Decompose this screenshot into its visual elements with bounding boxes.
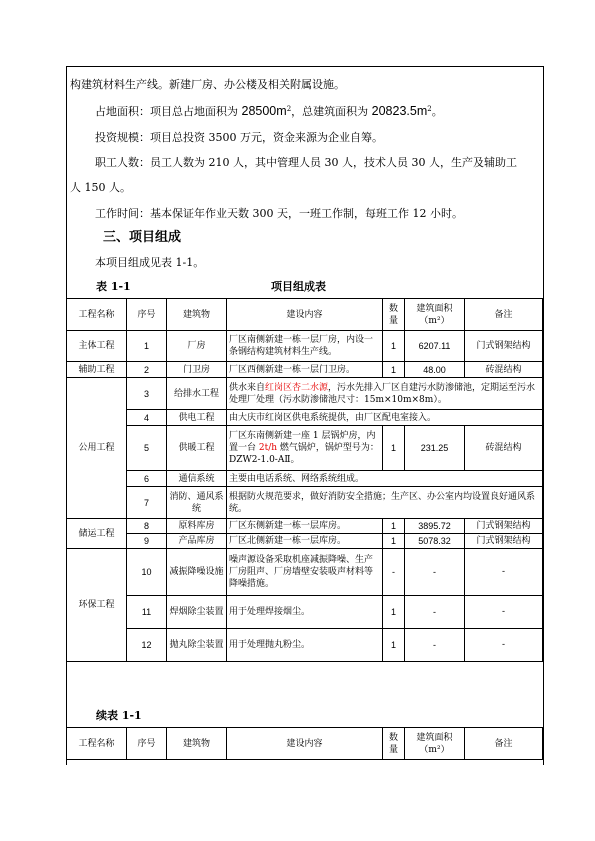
row-no: 4 [127, 410, 167, 426]
row-note: - [465, 549, 543, 596]
period: 。 [431, 105, 443, 118]
table-header-row [67, 728, 543, 760]
row-building: 供暖工程 [167, 426, 227, 471]
row-building: 产品库房 [167, 534, 227, 549]
row-note: - [465, 596, 543, 629]
row-area: - [405, 549, 465, 596]
table-row [67, 331, 543, 362]
row-area: 48.00 [405, 362, 465, 378]
row-no: 8 [127, 519, 167, 534]
row-qty: 1 [383, 629, 405, 662]
row-building: 减振降噪设施 [167, 549, 227, 596]
row-content: 由大庆市红岗区供电系统提供，由厂区配电室接入。 [227, 410, 543, 426]
table-row [67, 534, 543, 549]
category-cell: 辅助工程 [67, 362, 127, 378]
text-invest: 投资规模：项目总投资 3500 万元，资金来源为企业自筹。 [95, 131, 383, 144]
content-text: ，污水先排入厂区自建污水防渗储池，定期运至污水处理厂处理（污水防渗储池尺寸：15m×10m×8m）。 [229, 382, 536, 405]
area-label: 占地面积：项目总占地面积为 [95, 105, 242, 118]
continued-table [66, 727, 543, 760]
row-no: 5 [127, 426, 167, 471]
table-row [67, 596, 543, 629]
content-text: 厂区东南侧新建一座 1 层锅炉房，内置一台 [229, 431, 376, 453]
row-building: 焊烟除尘装置 [167, 596, 227, 629]
row-qty: 1 [383, 596, 405, 629]
category-cell: 主体工程 [67, 331, 127, 362]
row-content: 用于处理抛丸粉尘。 [227, 629, 383, 662]
header-building: 建筑物 [167, 728, 227, 760]
land-area-value: 28500m [241, 104, 287, 118]
row-note: 砖混结构 [465, 362, 543, 378]
row-note: 门式钢架结构 [465, 519, 543, 534]
row-no: 9 [127, 534, 167, 549]
row-no: 6 [127, 471, 167, 487]
row-no: 1 [127, 331, 167, 362]
text-worktime: 工作时间：基本保证年作业天数 300 天，一班工作制，每班工作 12 小时。 [95, 207, 463, 220]
row-building: 给排水工程 [167, 378, 227, 410]
header-category: 工程名称 [67, 299, 127, 331]
header-building: 建筑物 [167, 299, 227, 331]
table-row [67, 471, 543, 487]
row-area: 6207.11 [405, 331, 465, 362]
row-area: 5078.32 [405, 534, 465, 549]
building-area-value: 20823.5m [371, 104, 428, 118]
row-note: 门式钢架结构 [465, 331, 543, 362]
row-content: 厂区西侧新建一栋一层门卫房。 [227, 362, 383, 378]
header-no: 序号 [127, 728, 167, 760]
row-area: - [405, 596, 465, 629]
row-qty: 1 [383, 331, 405, 362]
continued-caption: 续表 1-1 [96, 709, 142, 722]
area-label-2: ，总建筑面积为 [291, 105, 372, 118]
row-qty: 1 [383, 426, 405, 471]
row-no: 10 [127, 549, 167, 596]
row-content: 厂区南侧新建一栋一层厂房，内设一条钢结构建筑材料生产线。 [227, 331, 383, 362]
row-note: - [465, 629, 543, 662]
table-row [67, 549, 543, 596]
row-no: 3 [127, 378, 167, 410]
table-row [67, 410, 543, 426]
project-composition-table [66, 298, 543, 662]
text-intro: 本项目组成见表 1-1。 [95, 256, 205, 269]
table-row [67, 487, 543, 519]
header-category: 工程名称 [67, 728, 127, 760]
row-building: 抛丸除尘装置 [167, 629, 227, 662]
content-text: 供水来自 [229, 382, 266, 393]
superscript: 2 [286, 105, 292, 113]
table-row [67, 378, 543, 410]
superscript: 2 [427, 105, 432, 113]
row-content: 厂区东侧新建一栋一层库房。 [227, 519, 383, 534]
row-qty: 1 [383, 534, 405, 549]
text-staff-2: 人 150 人。 [70, 181, 131, 194]
row-content: 噪声源设备采取机座减振降噪、生产厂房阻声、厂房墙壁安装吸声材料等降噪措施。 [227, 549, 383, 596]
row-no: 12 [127, 629, 167, 662]
row-content: 用于处理焊接烟尘。 [227, 596, 383, 629]
table-row [67, 362, 543, 378]
table-row [67, 629, 543, 662]
header-area: 建筑面积（m²） [405, 728, 465, 760]
row-building: 门卫房 [167, 362, 227, 378]
row-building: 供电工程 [167, 410, 227, 426]
row-area: 3895.72 [405, 519, 465, 534]
row-no: 11 [127, 596, 167, 629]
row-content [227, 426, 383, 471]
category-cell: 储运工程 [67, 519, 127, 549]
row-content: 主要由电话系统、网络系统组成。 [227, 471, 543, 487]
row-content [227, 378, 543, 410]
table-row [67, 426, 543, 471]
content-highlight: 红岗区杏二水源 [265, 382, 329, 393]
header-qty: 数量 [383, 728, 405, 760]
header-note: 备注 [465, 299, 543, 331]
table-header-row [67, 299, 543, 331]
row-building: 通信系统 [167, 471, 227, 487]
header-content: 建设内容 [227, 728, 383, 760]
content-text: 燃气锅炉，锅炉型号为：DZW2-1.0-AⅡ。 [229, 443, 379, 465]
header-area: 建筑面积（m²） [405, 299, 465, 331]
row-area: - [405, 629, 465, 662]
category-cell: 公用工程 [67, 378, 127, 519]
category-cell: 环保工程 [67, 549, 127, 662]
row-building: 消防、通风系统 [167, 487, 227, 519]
row-qty: - [383, 549, 405, 596]
row-content: 根据防火规范要求，做好消防安全措施；生产区、办公室内均设置良好通风系统。 [227, 487, 543, 519]
row-qty: 1 [383, 519, 405, 534]
header-note: 备注 [465, 728, 543, 760]
table-row [67, 519, 543, 534]
row-area: 231.25 [405, 426, 465, 471]
row-no: 7 [127, 487, 167, 519]
section-title: 三、项目组成 [103, 230, 182, 245]
row-content: 厂区北侧新建一栋一层库房。 [227, 534, 383, 549]
text-area [95, 104, 443, 119]
row-building: 厂房 [167, 331, 227, 362]
row-building: 原料库房 [167, 519, 227, 534]
table-title: 项目组成表 [271, 280, 326, 293]
content-highlight: 2t/h [258, 443, 278, 453]
header-no: 序号 [127, 299, 167, 331]
row-no: 2 [127, 362, 167, 378]
row-note: 门式钢架结构 [465, 534, 543, 549]
header-qty: 数量 [383, 299, 405, 331]
header-content: 建设内容 [227, 299, 383, 331]
table-number: 表 1-1 [96, 280, 131, 293]
row-note: 砖混结构 [465, 426, 543, 471]
text-staff-1: 职工人数：员工人数为 210 人，其中管理人员 30 人，技术人员 30 人，生产及辅助工 [95, 156, 517, 169]
row-qty: 1 [383, 362, 405, 378]
text-line-1: 构建筑材料生产线。新建厂房、办公楼及相关附属设施。 [70, 78, 345, 91]
